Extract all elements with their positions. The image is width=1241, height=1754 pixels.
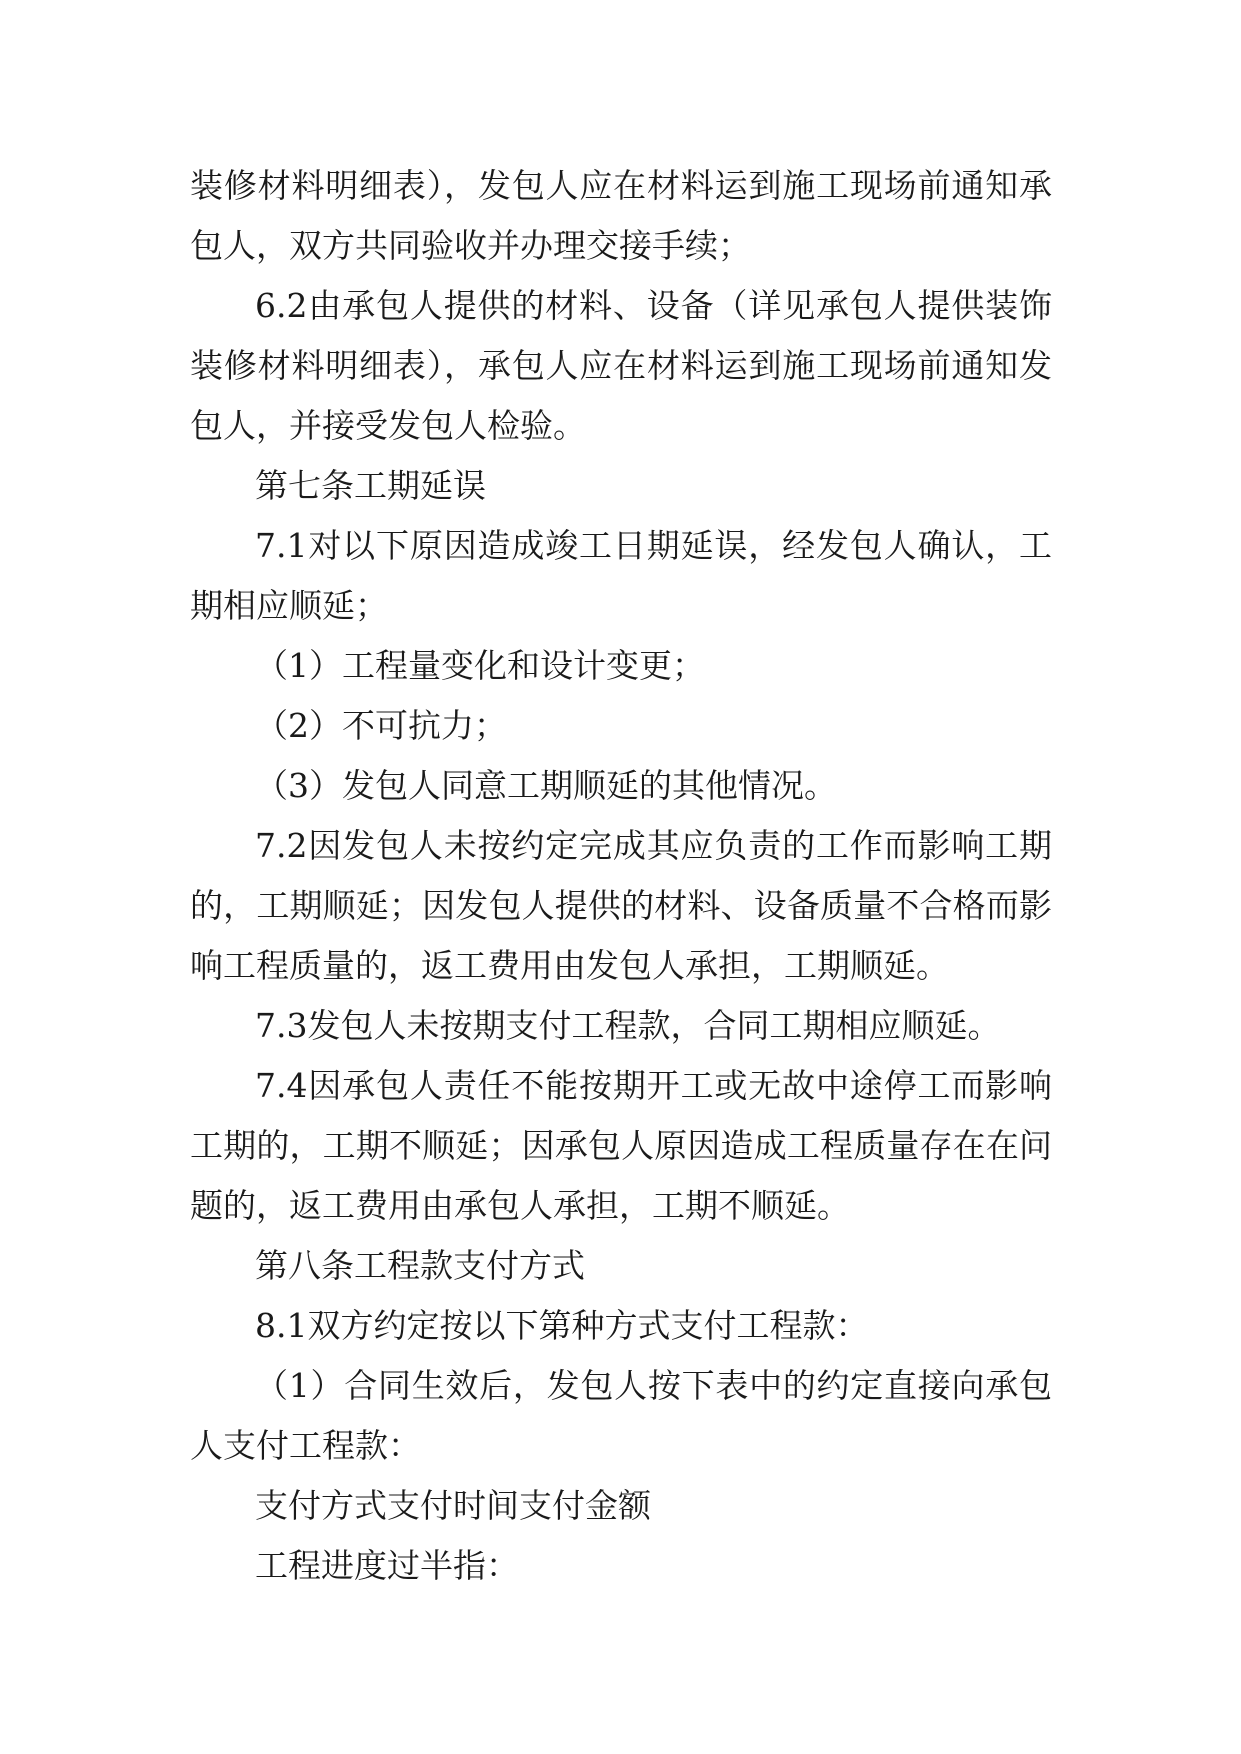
text-line [0, 1116, 1241, 1176]
line-text: 6.2由承包人提供的材料、设备（详见承包人提供装饰 [255, 286, 1052, 325]
section-heading [0, 456, 1241, 516]
text-line [0, 1536, 1241, 1596]
line-text: 工期的，工期不顺延；因承包人原因造成工程质量存在在问 [190, 1126, 1052, 1165]
text-line [0, 936, 1241, 996]
line-text: 期相应顺延； [190, 586, 388, 625]
text-line [0, 996, 1241, 1056]
line-text: 包人，并接受发包人检验。 [190, 406, 586, 445]
text-line [0, 1296, 1241, 1356]
line-text: （1）工程量变化和设计变更； [255, 646, 705, 685]
text-line [0, 216, 1241, 276]
line-text: 的，工期顺延；因发包人提供的材料、设备质量不合格而影 [190, 886, 1052, 925]
line-text: 装修材料明细表），发包人应在材料运到施工现场前通知承 [190, 166, 1052, 205]
line-text: 7.2因发包人未按约定完成其应负责的工作而影响工期 [255, 826, 1052, 865]
list-item [0, 1356, 1241, 1416]
line-text: 包人，双方共同验收并办理交接手续； [190, 226, 751, 265]
text-line [0, 156, 1241, 216]
list-item [0, 696, 1241, 756]
line-text: （3）发包人同意工期顺延的其他情况。 [255, 766, 837, 805]
line-text: 8.1双方约定按以下第种方式支付工程款： [255, 1306, 869, 1345]
text-line [0, 516, 1241, 576]
line-text: （2）不可抗力； [255, 706, 507, 745]
heading-text: 第八条工程款支付方式 [255, 1246, 585, 1285]
line-text: 7.3发包人未按期支付工程款，合同工期相应顺延。 [255, 1006, 1001, 1045]
line-text: 响工程质量的，返工费用由发包人承担，工期顺延。 [190, 946, 949, 985]
list-item [0, 636, 1241, 696]
text-line [0, 396, 1241, 456]
line-text: 题的，返工费用由承包人承担，工期不顺延。 [190, 1186, 850, 1225]
text-line [0, 336, 1241, 396]
text-line [0, 576, 1241, 636]
line-text: 支付方式支付时间支付金额 [255, 1486, 651, 1525]
section-heading [0, 1236, 1241, 1296]
heading-text: 第七条工期延误 [255, 466, 486, 505]
text-line [0, 276, 1241, 336]
line-text: 人支付工程款： [190, 1426, 421, 1465]
line-text: 7.1对以下原因造成竣工日期延误，经发包人确认，工 [255, 526, 1052, 565]
text-line [0, 1056, 1241, 1116]
text-line [0, 816, 1241, 876]
table-header-text [0, 1476, 1241, 1536]
line-text: 工程进度过半指： [255, 1546, 519, 1585]
line-text: （1）合同生效后，发包人按下表中的约定直接向承包 [255, 1366, 1052, 1405]
text-line [0, 1416, 1241, 1476]
line-text: 装修材料明细表），承包人应在材料运到施工现场前通知发 [190, 346, 1052, 385]
line-text: 7.4因承包人责任不能按期开工或无故中途停工而影响 [255, 1066, 1052, 1105]
text-line [0, 1176, 1241, 1236]
text-line [0, 876, 1241, 936]
list-item [0, 756, 1241, 816]
